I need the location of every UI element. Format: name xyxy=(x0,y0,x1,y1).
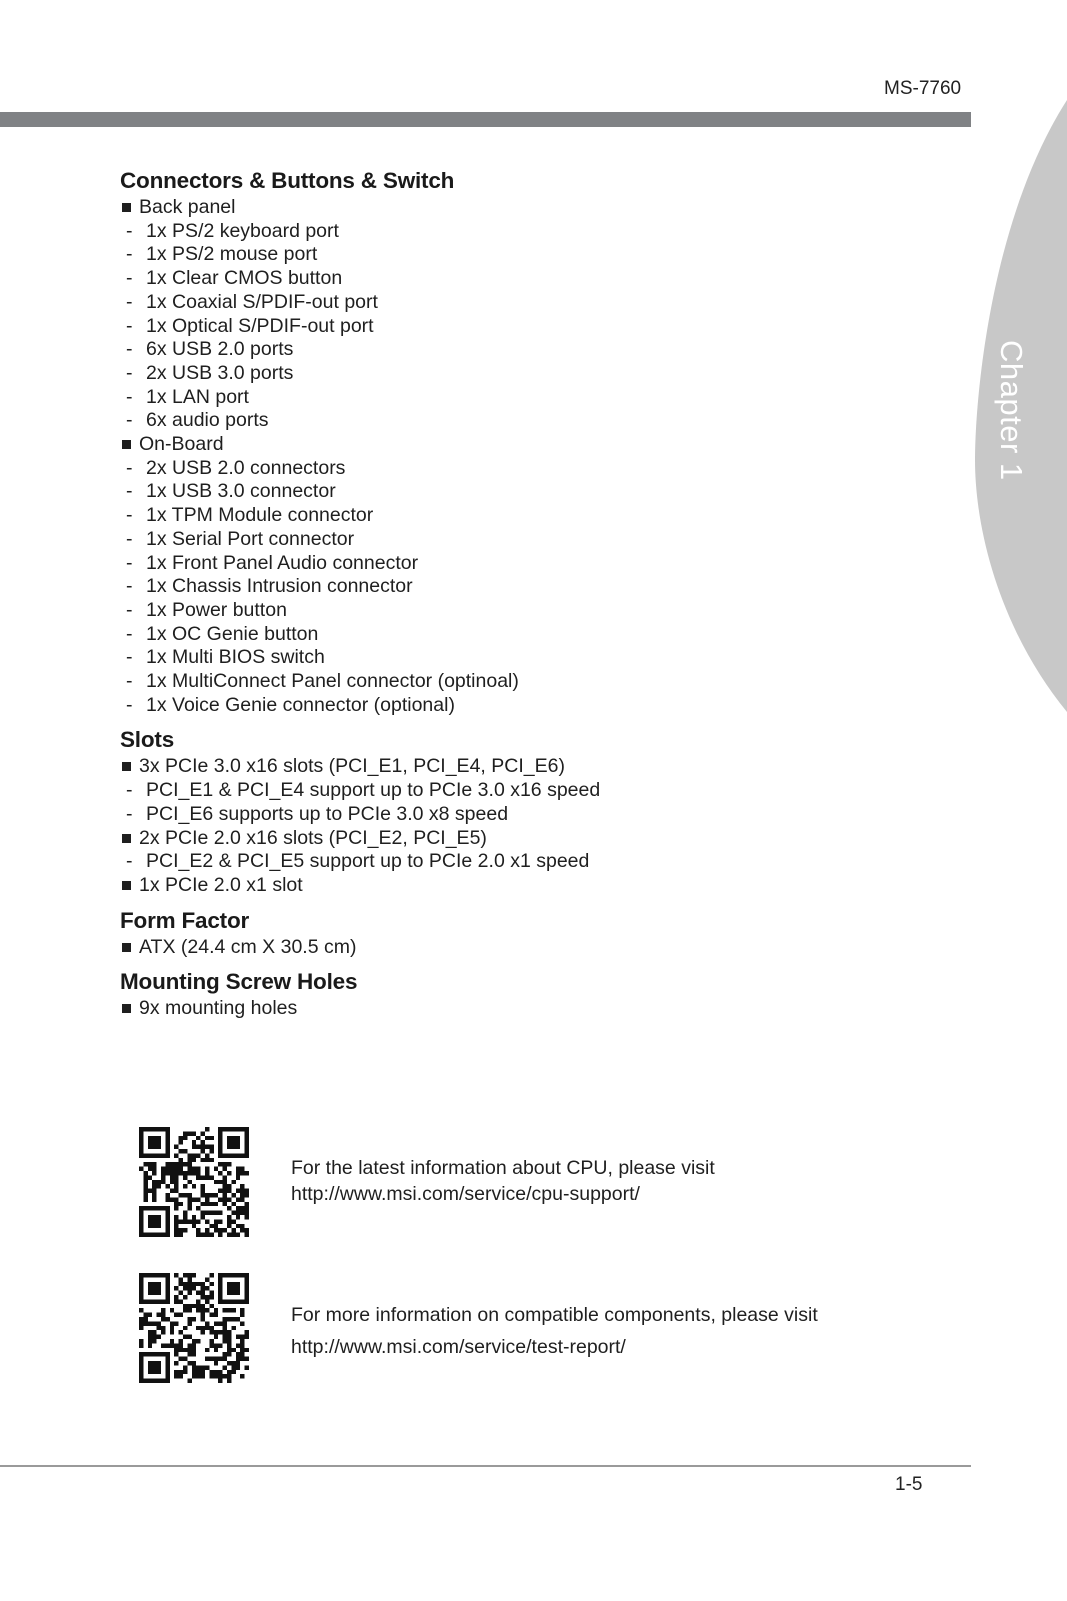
sub-item xyxy=(120,552,940,576)
bullet-list xyxy=(120,936,940,960)
sub-text: 1x Optical S/PDIF-out port xyxy=(146,314,374,337)
sub-text: 2x USB 3.0 ports xyxy=(146,361,294,384)
dash-icon: - xyxy=(126,314,133,337)
sub-item xyxy=(120,694,940,718)
dash-icon: - xyxy=(126,290,133,313)
dash-icon: - xyxy=(126,338,133,361)
square-bullet-icon xyxy=(122,943,131,952)
spec-content xyxy=(120,166,940,1021)
qr-code-icon[interactable] xyxy=(139,1127,249,1237)
sub-item xyxy=(120,623,940,647)
section-title: Form Factor xyxy=(120,907,250,933)
bullet-item xyxy=(120,196,940,433)
sub-text: 1x Power button xyxy=(146,598,287,621)
dash-icon: - xyxy=(126,598,133,621)
bullet-text: On-Board xyxy=(139,433,224,456)
dash-icon: - xyxy=(126,693,133,716)
square-bullet-icon xyxy=(122,203,131,212)
section-title: Connectors & Buttons & Switch xyxy=(120,168,455,193)
square-bullet-icon xyxy=(122,1004,131,1013)
sub-text: 1x MultiConnect Panel connector (optinoal) xyxy=(146,670,519,693)
section-slots xyxy=(120,725,940,897)
dash-icon: - xyxy=(126,779,133,802)
dash-icon: - xyxy=(126,850,133,873)
sub-item xyxy=(120,528,940,552)
bullet-list xyxy=(120,755,940,897)
bullet-text: Back panel xyxy=(139,196,236,218)
dash-icon: - xyxy=(126,219,133,242)
sub-item xyxy=(120,386,940,410)
sub-item xyxy=(120,575,940,599)
test-report-text: For more information on compatible components, please visit xyxy=(291,1304,818,1326)
bullet-item xyxy=(120,936,940,960)
model-number: MS-7760 xyxy=(884,78,962,99)
qr-code-icon[interactable] xyxy=(139,1273,249,1383)
sub-item xyxy=(120,504,940,528)
sub-text: 6x audio ports xyxy=(146,409,269,432)
sub-text: 1x Chassis Intrusion connector xyxy=(146,575,413,598)
dash-icon: - xyxy=(126,622,133,645)
sub-item xyxy=(120,779,940,803)
sub-text: 6x USB 2.0 ports xyxy=(146,338,294,361)
sub-list xyxy=(120,457,940,718)
dash-icon: - xyxy=(126,267,133,290)
sub-item xyxy=(120,670,940,694)
sub-item xyxy=(120,362,940,386)
sub-item xyxy=(120,646,940,670)
test-report-note xyxy=(291,1302,818,1360)
bullet-text: 1x PCIe 2.0 x1 slot xyxy=(139,873,303,896)
bullet-item xyxy=(120,997,940,1021)
cpu-support-text: For the latest information about CPU, please visit xyxy=(291,1157,715,1179)
sub-list xyxy=(120,779,940,826)
bullet-item xyxy=(120,874,940,898)
sub-text: 1x PS/2 mouse port xyxy=(146,243,318,266)
sub-text: 1x Clear CMOS button xyxy=(146,267,343,290)
sub-item xyxy=(120,291,940,315)
bullet-item xyxy=(120,755,940,826)
bullet-item xyxy=(120,827,940,874)
page-number: 1-5 xyxy=(895,1474,923,1495)
sub-text: 1x LAN port xyxy=(146,385,249,408)
sub-list xyxy=(120,220,940,433)
bullet-text: ATX (24.4 cm X 30.5 cm) xyxy=(139,935,357,958)
section-title: Slots xyxy=(120,727,175,753)
sub-item xyxy=(120,850,940,874)
dash-icon: - xyxy=(126,361,133,384)
sub-text: 1x OC Genie button xyxy=(146,622,319,645)
sub-item xyxy=(120,457,940,481)
bullet-list xyxy=(120,196,940,717)
sub-text: 1x TPM Module connector xyxy=(146,504,374,527)
dash-icon: - xyxy=(126,456,133,479)
dash-icon: - xyxy=(126,385,133,408)
dash-icon: - xyxy=(126,480,133,503)
section-title: Mounting Screw Holes xyxy=(120,969,358,995)
footer-rule xyxy=(0,1465,971,1467)
sub-text: 1x Front Panel Audio connector xyxy=(146,551,419,574)
sub-item xyxy=(120,220,940,244)
sub-item xyxy=(120,599,940,623)
dash-icon: - xyxy=(126,527,133,550)
sub-item xyxy=(120,267,940,291)
sub-text: PCI_E6 supports up to PCIe 3.0 x8 speed xyxy=(146,802,509,825)
sub-item xyxy=(120,803,940,827)
header-bar xyxy=(0,112,971,127)
sub-text: PCI_E2 & PCI_E5 support up to PCIe 2.0 x1 speed xyxy=(146,850,590,873)
bullet-item xyxy=(120,433,940,717)
chapter-tab-label: Chapter 1 xyxy=(994,340,1029,481)
sub-item xyxy=(120,243,940,267)
section-form-factor xyxy=(120,906,940,960)
dash-icon: - xyxy=(126,802,133,825)
bullet-list xyxy=(120,997,940,1021)
dash-icon: - xyxy=(126,409,133,432)
sub-text: 1x Multi BIOS switch xyxy=(146,646,325,669)
dash-icon: - xyxy=(126,646,133,669)
bullet-text: 3x PCIe 3.0 x16 slots (PCI_E1, PCI_E4, PCI_E6) xyxy=(139,755,565,778)
sub-item xyxy=(120,315,940,339)
square-bullet-icon xyxy=(122,834,131,843)
sub-item xyxy=(120,409,940,433)
sub-text: 1x Voice Genie connector (optional) xyxy=(146,693,455,716)
square-bullet-icon xyxy=(122,440,131,449)
square-bullet-icon xyxy=(122,881,131,890)
section-mounting-holes xyxy=(120,967,940,1021)
dash-icon: - xyxy=(126,243,133,266)
section-connectors xyxy=(120,166,940,717)
sub-text: 1x USB 3.0 connector xyxy=(146,480,336,503)
dash-icon: - xyxy=(126,575,133,598)
dash-icon: - xyxy=(126,670,133,693)
bullet-text: 2x PCIe 2.0 x16 slots (PCI_E2, PCI_E5) xyxy=(139,826,487,849)
sub-text: 1x PS/2 keyboard port xyxy=(146,219,339,242)
sub-item xyxy=(120,338,940,362)
sub-text: 1x Coaxial S/PDIF-out port xyxy=(146,290,378,313)
test-report-link[interactable]: http://www.msi.com/service/test-report/ xyxy=(291,1336,626,1358)
bullet-text: 9x mounting holes xyxy=(139,997,298,1020)
dash-icon: - xyxy=(126,504,133,527)
sub-text: 2x USB 2.0 connectors xyxy=(146,456,346,479)
cpu-support-link[interactable]: http://www.msi.com/service/cpu-support/ xyxy=(291,1183,640,1205)
cpu-support-note xyxy=(291,1155,715,1207)
sub-text: 1x Serial Port connector xyxy=(146,527,355,550)
sub-text: PCI_E1 & PCI_E4 support up to PCIe 3.0 x16 speed xyxy=(146,779,601,802)
square-bullet-icon xyxy=(122,762,131,771)
dash-icon: - xyxy=(126,551,133,574)
sub-item xyxy=(120,480,940,504)
sub-list xyxy=(120,850,940,874)
